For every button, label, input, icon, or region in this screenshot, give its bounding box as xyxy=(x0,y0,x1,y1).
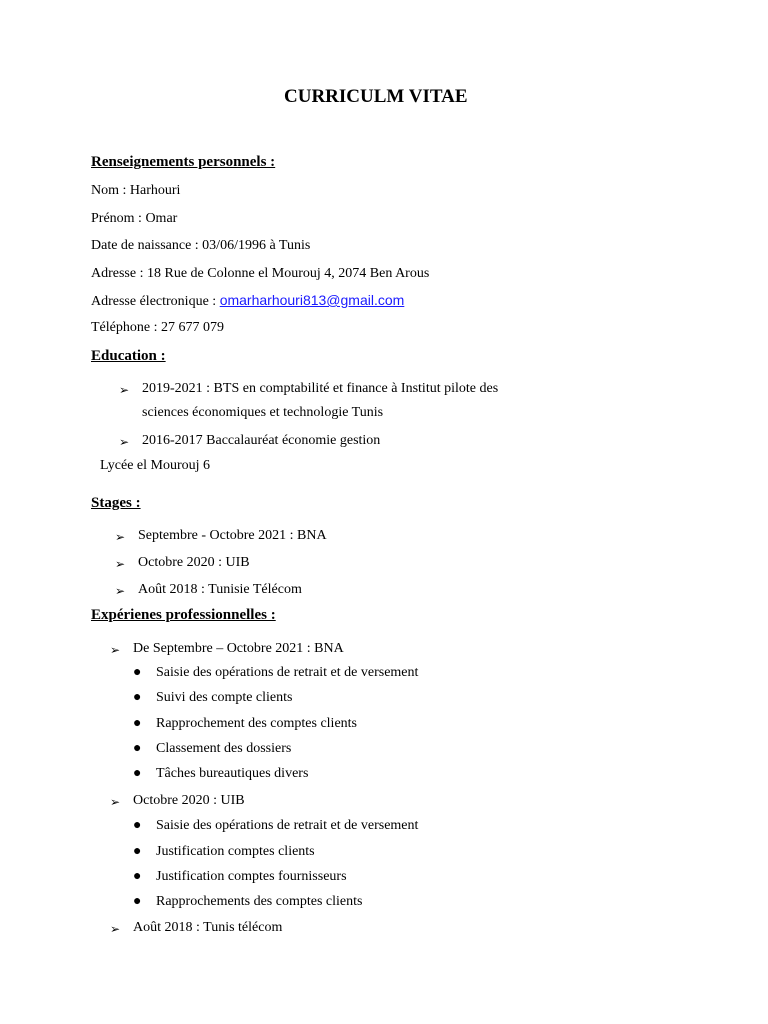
bullet-icon: ● xyxy=(133,844,142,859)
arrow-bullet-icon: ➢ xyxy=(115,584,126,598)
bullet-icon: ● xyxy=(133,818,142,833)
personal-telephone: Téléphone : 27 677 079 xyxy=(91,320,224,335)
personal-prenom: Prénom : Omar xyxy=(91,211,178,226)
job-title: Octobre 2020 : UIB xyxy=(133,793,245,808)
job-task: Suivi des compte clients xyxy=(156,690,293,705)
bullet-icon: ● xyxy=(133,869,142,884)
arrow-bullet-icon: ➢ xyxy=(119,435,130,449)
bullet-icon: ● xyxy=(133,741,142,756)
job-task: Rapprochements des comptes clients xyxy=(156,894,363,909)
arrow-bullet-icon: ➢ xyxy=(115,557,126,571)
job-task: Justification comptes fournisseurs xyxy=(156,869,347,884)
arrow-bullet-icon: ➢ xyxy=(110,643,121,657)
job-task: Rapprochement des comptes clients xyxy=(156,716,357,731)
section-heading-experiences: Expérienes professionnelles : xyxy=(91,607,276,623)
section-heading-stages: Stages : xyxy=(91,495,141,511)
education-item-1-line-2: sciences économiques et technologie Tunis xyxy=(142,405,384,420)
bullet-icon: ● xyxy=(133,690,142,705)
job-task: Classement des dossiers xyxy=(156,741,292,756)
section-heading-education: Education : xyxy=(91,348,166,364)
page-title: CURRICULM VITAE xyxy=(284,86,468,107)
bullet-icon: ● xyxy=(133,665,142,680)
bullet-icon: ● xyxy=(133,766,142,781)
education-item-1-line-1: 2019-2021 : BTS en comptabilité et finance à Institut pilote des xyxy=(142,381,499,396)
education-item-2-continuation: Lycée el Mourouj 6 xyxy=(100,458,211,473)
education-item-2: 2016-2017 Baccalauréat économie gestion xyxy=(142,433,381,448)
job-task: Saisie des opérations de retrait et de versement xyxy=(156,818,419,833)
personal-email-row xyxy=(91,292,404,310)
stage-item: Octobre 2020 : UIB xyxy=(138,555,250,570)
arrow-bullet-icon: ➢ xyxy=(119,383,130,397)
job-task: Tâches bureautiques divers xyxy=(156,766,309,781)
job-title: Août 2018 : Tunis télécom xyxy=(133,920,283,935)
job-task: Justification comptes clients xyxy=(156,844,315,859)
personal-adresse: Adresse : 18 Rue de Colonne el Mourouj 4, 2074 Ben Arous xyxy=(91,266,430,281)
email-link[interactable]: omarharhouri813@gmail.com xyxy=(219,292,405,308)
arrow-bullet-icon: ➢ xyxy=(115,530,126,544)
bullet-icon: ● xyxy=(133,894,142,909)
personal-nom: Nom : Harhouri xyxy=(91,183,181,198)
arrow-bullet-icon: ➢ xyxy=(110,922,121,936)
personal-naissance: Date de naissance : 03/06/1996 à Tunis xyxy=(91,238,311,253)
arrow-bullet-icon: ➢ xyxy=(110,795,121,809)
section-heading-personal: Renseignements personnels : xyxy=(91,154,276,170)
stage-item: Août 2018 : Tunisie Télécom xyxy=(138,582,302,597)
email-label: Adresse électronique : xyxy=(91,294,220,309)
stage-item: Septembre - Octobre 2021 : BNA xyxy=(138,528,327,543)
job-title: De Septembre – Octobre 2021 : BNA xyxy=(133,641,344,656)
bullet-icon: ● xyxy=(133,716,142,731)
job-task: Saisie des opérations de retrait et de versement xyxy=(156,665,419,680)
